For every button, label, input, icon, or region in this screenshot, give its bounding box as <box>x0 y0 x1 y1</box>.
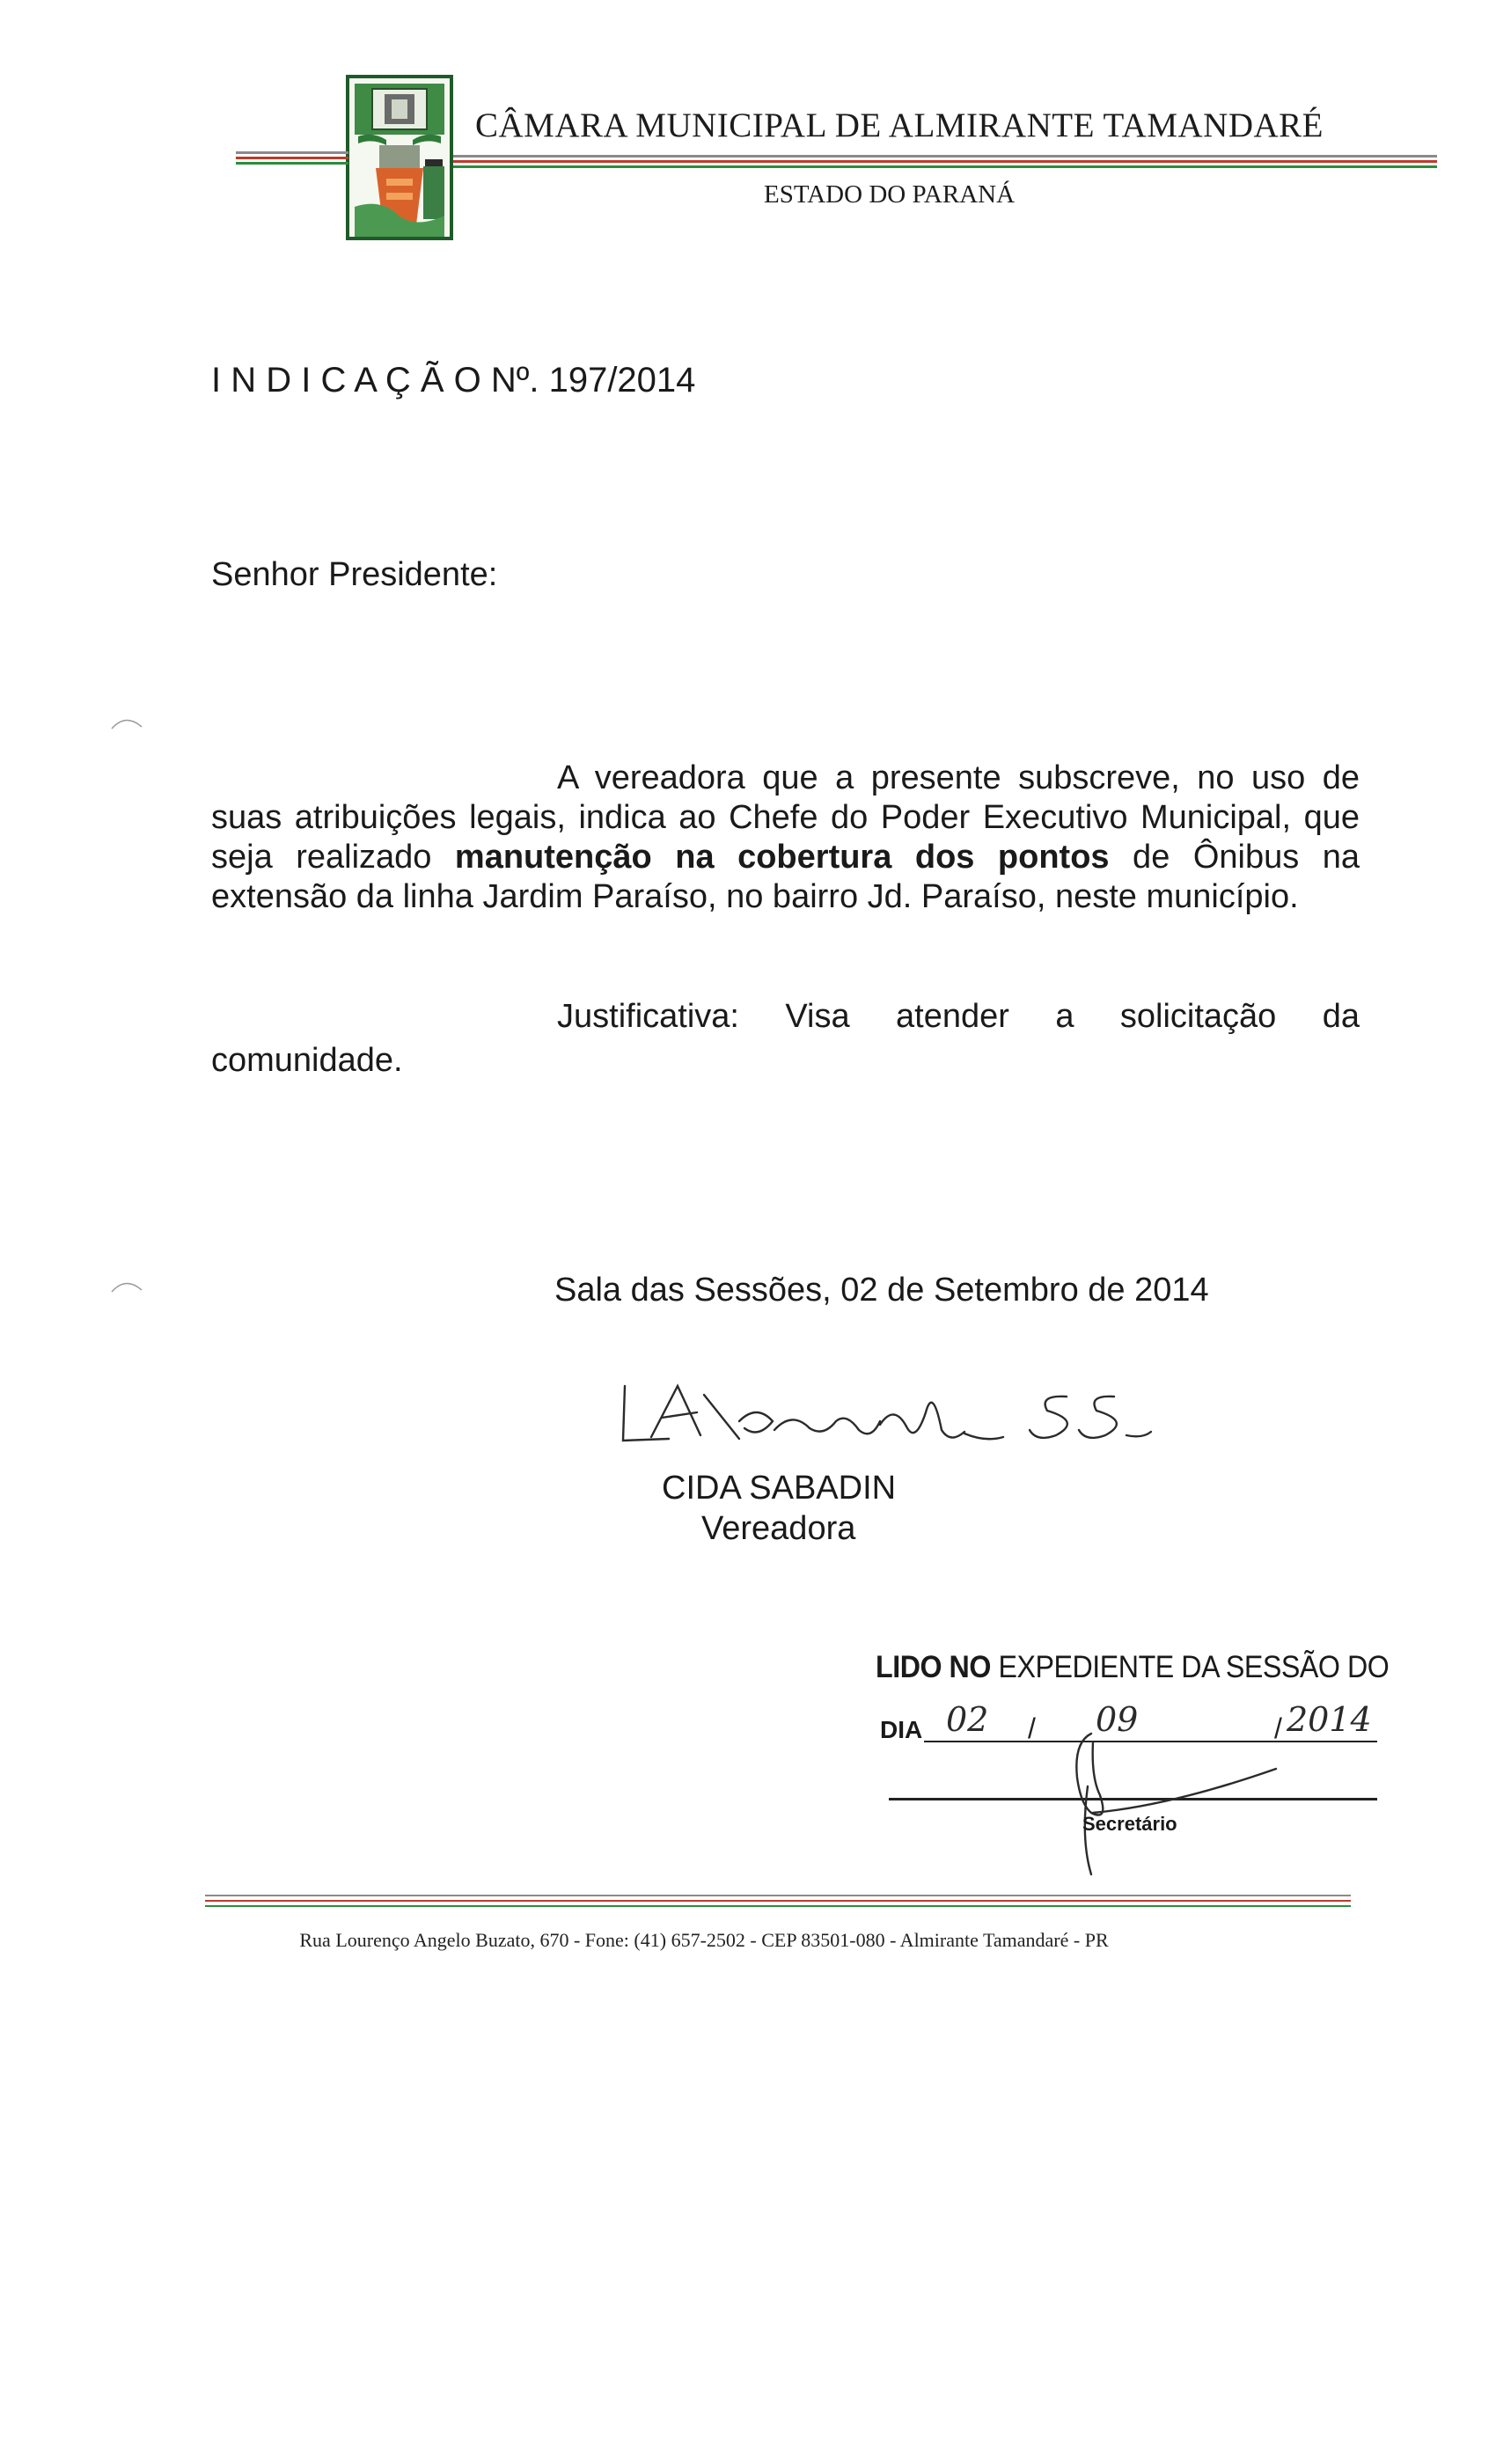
stamp-title-rest: EXPEDIENTE DA SESSÃO DO <box>998 1650 1390 1684</box>
stamp-slash: / <box>1274 1712 1282 1744</box>
coat-of-arms-icon <box>346 75 453 240</box>
justification <box>211 994 1360 1082</box>
stamp-month-value: 09 <box>1096 1700 1139 1739</box>
footer-address-wrap <box>0 1929 1496 1952</box>
body-text-1: A vereadora que a presente subscreve, no uso de suas atribuições legais, indica ao Chefe do Poder Executivo Municipal, que seja realizado <box>211 759 1360 876</box>
footer-rule-red <box>205 1900 1351 1902</box>
justification-word: Justificativa: <box>557 998 739 1035</box>
justification-line <box>557 994 1360 1038</box>
justification-word: a <box>1055 998 1074 1035</box>
header-rule-gray-right <box>453 155 1437 158</box>
body-text-bold: manutenção na cobertura dos pontos <box>454 839 1110 876</box>
header-rule-red <box>236 157 348 159</box>
header-rule-green <box>236 162 348 165</box>
header-rule-green-right <box>453 165 1437 168</box>
stamp-title <box>876 1650 1389 1685</box>
punch-hole-mark <box>110 713 145 730</box>
justification-last-line: comunidade. <box>211 1042 403 1079</box>
footer-rule-green <box>205 1905 1351 1907</box>
state-subtitle: ESTADO DO PARANÁ <box>764 180 1016 209</box>
stamp-day-label: DIA <box>880 1716 923 1743</box>
justification-word: da <box>1322 998 1360 1035</box>
handwritten-signature <box>616 1360 1162 1456</box>
institution-title: CÂMARA MUNICIPAL DE ALMIRANTE TAMANDARÉ <box>475 106 1324 144</box>
stamp-year-value: 2014 <box>1287 1700 1372 1739</box>
signer-role: Vereadora <box>701 1510 856 1547</box>
justification-word: atender <box>896 998 1009 1035</box>
stamp-handwritten-initials <box>1038 1707 1285 1883</box>
body-text-2: de Ônibus na extensão da linha Jardim Paraíso, no bairro Jd. Paraíso, neste município. <box>211 839 1360 915</box>
punch-hole-mark <box>110 1276 145 1294</box>
stamp-day-value: 02 <box>946 1700 989 1739</box>
justification-word: Visa <box>785 998 850 1035</box>
body-paragraph <box>211 759 1360 917</box>
signer-name: CIDA SABADIN <box>662 1470 897 1507</box>
stamp-title-bold: LIDO NO <box>876 1650 991 1684</box>
justification-word: solicitação <box>1119 998 1277 1035</box>
salutation: Senhor Presidente: <box>211 556 498 593</box>
stamp-role: Secretário <box>1082 1813 1177 1835</box>
place-and-date: Sala das Sessões, 02 de Setembro de 2014 <box>554 1272 1209 1309</box>
stamp-slash: / <box>1028 1712 1036 1744</box>
header-rule-red-right <box>453 160 1437 163</box>
document-number: I N D I C A Ç Ã O Nº. 197/2014 <box>211 361 696 400</box>
footer-rule-gray <box>205 1895 1351 1896</box>
footer-address: Rua Lourenço Angelo Buzato, 670 - Fone: (41) 657-2502 - CEP 83501-080 - Almirante Tamandaré - PR <box>299 1929 1109 1951</box>
header-rule-gray <box>236 151 348 154</box>
